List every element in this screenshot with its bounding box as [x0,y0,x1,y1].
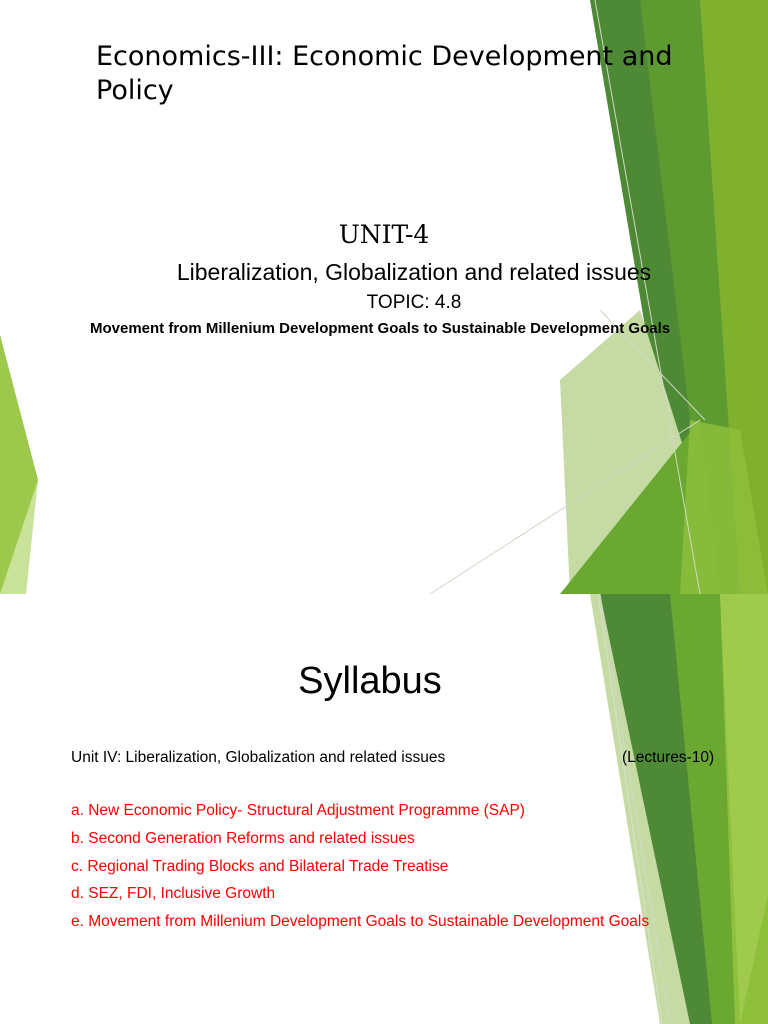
syllabus-item: e. Movement from Millenium Development Goals to Sustainable Development Goals [71,913,650,931]
topic-title: Movement from Millenium Development Goals to Sustainable Development Goals [90,320,671,337]
slide-2 [0,594,768,1024]
lectures-count: (Lectures-10) [622,749,715,766]
syllabus-item: b. Second Generation Reforms and related issues [71,829,415,847]
syllabus-item: a. New Economic Policy- Structural Adjustment Programme (SAP) [71,802,525,819]
syllabus-list [71,797,649,936]
topic-number: TOPIC: 4.8 [366,292,462,313]
unit-subtitle: Liberalization, Globalization and related issues [176,259,652,285]
syllabus-title: Syllabus [298,660,442,702]
slide-title: Economics-III: Economic Development and Policy [96,41,673,106]
unit-heading: UNIT-4 [338,220,430,249]
syllabus-item: d. SEZ, FDI, Inclusive Growth [71,885,276,903]
unit-line: Unit IV: Liberalization, Globalization and related issues [71,749,446,766]
syllabus-item: c. Regional Trading Blocks and Bilateral Trade Treatise [71,857,449,875]
